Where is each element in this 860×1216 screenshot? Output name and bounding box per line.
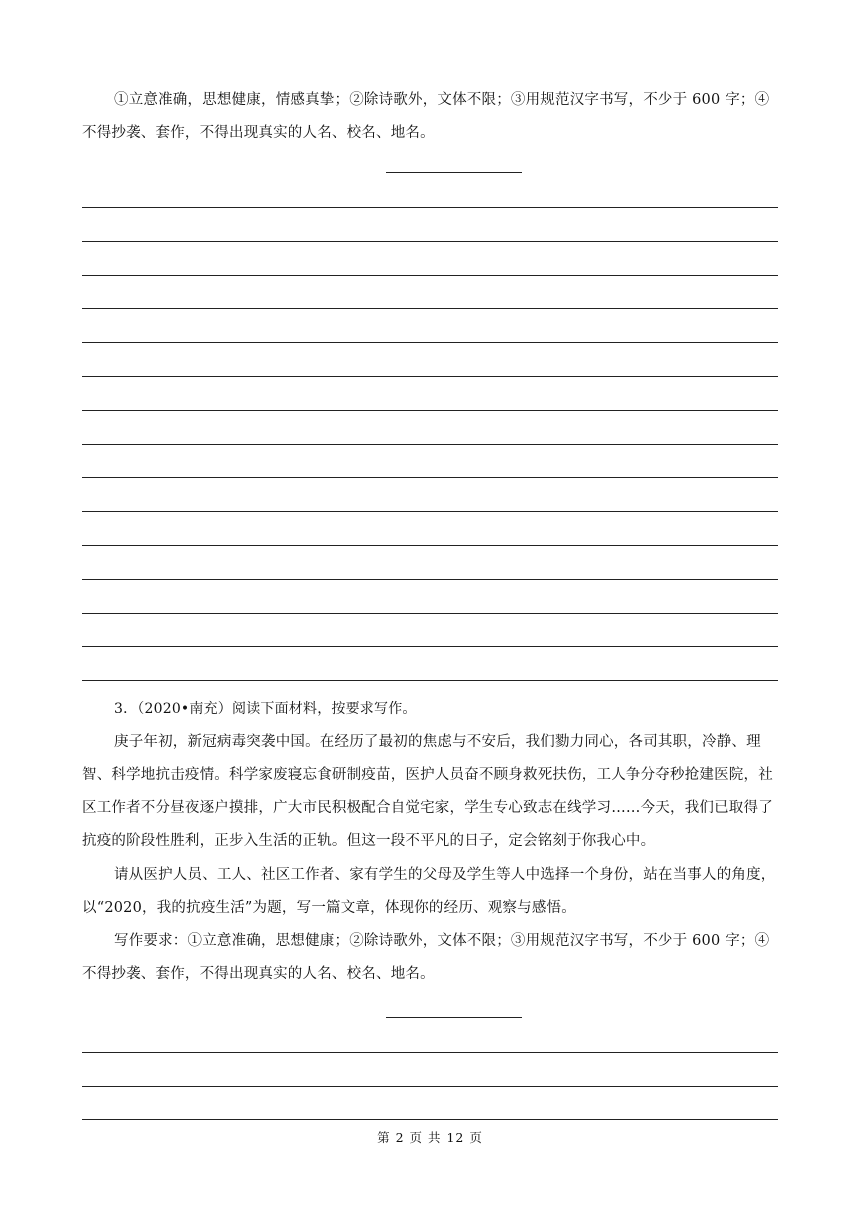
writing-line <box>82 613 778 614</box>
writing-line <box>82 477 778 478</box>
writing-requirements-1: ①立意准确，思想健康，情感真挚；②除诗歌外，文体不限；③用规范汉字书写，不少于 600 字；④不得抄袭、套作，不得出现真实的人名、校名、地名。 <box>82 92 770 141</box>
writing-requirements-2: 写作要求：①立意准确，思想健康；②除诗歌外，文体不限；③用规范汉字书写，不少于 600 字；④不得抄袭、套作，不得出现真实的人名、校名、地名。 <box>82 933 770 982</box>
question-3-task: 请从医护人员、工人、社区工作者、家有学生的父母及学生等人中选择一个身份，站在当事人的角度，以“2020，我的抗疫生活”为题，写一篇文章，体现你的经历、观察与感悟。 <box>82 867 776 916</box>
page-footer: 第 2 页 共 12 页 <box>377 1130 483 1145</box>
writing-line <box>82 444 778 445</box>
writing-line <box>82 511 778 512</box>
writing-line <box>82 579 778 580</box>
writing-line <box>82 545 778 546</box>
title-blank-line-1 <box>386 172 522 173</box>
writing-line <box>82 1086 778 1087</box>
question-3-material: 庚子年初，新冠病毒突袭中国。在经历了最初的焦虑与不安后，我们勠力同心，各司其职，冷静、理智、科学地抗击疫情。科学家废寝忘食研制疫苗，医护人员奋不顾身救死扶伤，工人争分夺秒抢建医院，社区工作者不分昼夜逐户摸排，广大市民积极配合自觉宅家，学生专心致志在线学习……今天，我们已取得了抗疫的阶段性胜利，正步入生活的正轨。但这一段不平凡的日子，定会铭刻于你我心中。 <box>82 734 773 849</box>
writing-line <box>82 680 778 681</box>
writing-line <box>82 410 778 411</box>
writing-line <box>82 241 778 242</box>
writing-line <box>82 308 778 309</box>
writing-line <box>82 1052 778 1053</box>
writing-line <box>82 1119 778 1120</box>
writing-line <box>82 275 778 276</box>
question-3-heading: 3．（2020•南充）阅读下面材料，按要求写作。 <box>114 701 417 717</box>
writing-line <box>82 646 778 647</box>
writing-line <box>82 207 778 208</box>
title-blank-line-2 <box>386 1017 522 1018</box>
writing-line <box>82 342 778 343</box>
writing-line <box>82 376 778 377</box>
